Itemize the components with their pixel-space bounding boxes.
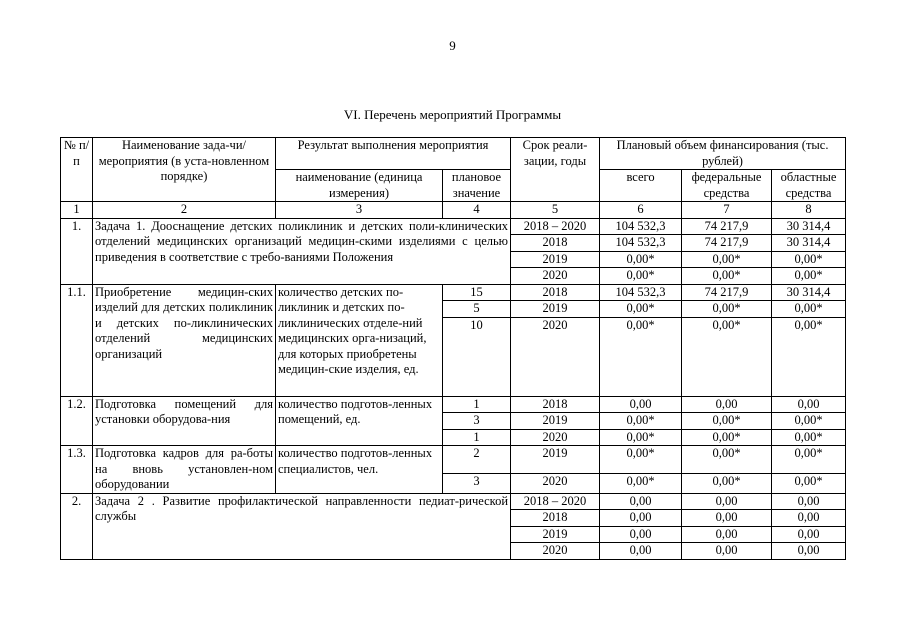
column-number: 7	[682, 202, 772, 219]
federal-cell: 74 217,9	[682, 284, 772, 301]
regional-cell: 0,00	[772, 526, 846, 543]
term-cell: 2018	[511, 284, 600, 301]
plan-value-cell: 3	[443, 474, 511, 494]
plan-value-cell: 1	[443, 429, 511, 446]
measure-1-3-name: Подготовка кадров для ра-боты на вновь установлен-ном оборудовании	[93, 446, 276, 494]
term-cell: 2019	[511, 251, 600, 268]
column-number: 8	[772, 202, 846, 219]
table-row	[61, 218, 846, 235]
term-cell: 2020	[511, 543, 600, 560]
regional-cell: 0,00*	[772, 446, 846, 474]
total-cell: 0,00*	[600, 429, 682, 446]
federal-cell: 74 217,9	[682, 235, 772, 252]
federal-cell: 74 217,9	[682, 218, 772, 235]
plan-value-cell: 1	[443, 396, 511, 413]
regional-cell: 0,00	[772, 510, 846, 527]
table-row	[61, 396, 846, 413]
measure-1-2-name: Подготовка помещений для установки оборудова-ния	[93, 396, 276, 446]
federal-cell: 0,00*	[682, 474, 772, 494]
header-finance: Плановый объем финансирования (тыс. рублей)	[600, 138, 846, 170]
total-cell: 0,00*	[600, 317, 682, 396]
term-cell: 2018	[511, 235, 600, 252]
federal-cell: 0,00*	[682, 268, 772, 285]
total-cell: 0,00*	[600, 446, 682, 474]
regional-cell: 0,00*	[772, 301, 846, 318]
term-cell: 2018 – 2020	[511, 493, 600, 510]
regional-cell: 30 314,4	[772, 235, 846, 252]
column-numbers-row	[61, 202, 846, 219]
plan-value-cell: 10	[443, 317, 511, 396]
column-number: 3	[276, 202, 443, 219]
term-cell: 2020	[511, 474, 600, 494]
task1-name: Задача 1. Дооснащение детских поликлиник и детских поли-клинических отделений медицинских организаций медицин-скими изделиями с целью приведения в соответствие с требо-ваниями Положения	[93, 218, 511, 284]
measure-1-1-result: количество детских по-ликлиник и детских по-ликлинических отделе-ний медицинских орга-низаций, для которых приобретены медицин-ские изделия, ед.	[276, 284, 443, 396]
header-term: Срок реали-зации, годы	[511, 138, 600, 202]
task2-number: 2.	[61, 493, 93, 559]
regional-cell: 0,00*	[772, 251, 846, 268]
total-cell: 0,00	[600, 526, 682, 543]
federal-cell: 0,00	[682, 493, 772, 510]
table-row	[61, 284, 846, 301]
federal-cell: 0,00*	[682, 317, 772, 396]
table-row	[61, 446, 846, 474]
total-cell: 0,00*	[600, 413, 682, 430]
term-cell: 2020	[511, 268, 600, 285]
regional-cell: 0,00*	[772, 268, 846, 285]
column-number: 2	[93, 202, 276, 219]
task1-number: 1.	[61, 218, 93, 284]
regional-cell: 0,00*	[772, 429, 846, 446]
federal-cell: 0,00	[682, 396, 772, 413]
measure-1-2-result: количество подготов-ленных помещений, ед.	[276, 396, 443, 446]
federal-cell: 0,00*	[682, 251, 772, 268]
column-number: 6	[600, 202, 682, 219]
term-cell: 2019	[511, 526, 600, 543]
total-cell: 0,00	[600, 396, 682, 413]
term-cell: 2020	[511, 317, 600, 396]
regional-cell: 0,00	[772, 493, 846, 510]
measure-1-1-name: Приобретение медицин-ских изделий для детских поликлиник и детских по-ликлинических отделений медицинских организаций	[93, 284, 276, 396]
total-cell: 0,00*	[600, 251, 682, 268]
term-cell: 2019	[511, 413, 600, 430]
header-result: Результат выполнения мероприятия	[276, 138, 511, 170]
regional-cell: 30 314,4	[772, 284, 846, 301]
total-cell: 104 532,3	[600, 284, 682, 301]
federal-cell: 0,00	[682, 526, 772, 543]
federal-cell: 0,00*	[682, 413, 772, 430]
header-result-plan: плановое значение	[443, 170, 511, 202]
total-cell: 0,00	[600, 493, 682, 510]
column-number: 5	[511, 202, 600, 219]
header-total: всего	[600, 170, 682, 202]
page-number: 9	[449, 38, 456, 53]
measure-1-2-number: 1.2.	[61, 396, 93, 446]
total-cell: 104 532,3	[600, 235, 682, 252]
header-result-name: наименование (единица измерения)	[276, 170, 443, 202]
program-table	[60, 137, 846, 560]
measure-1-3-number: 1.3.	[61, 446, 93, 494]
total-cell: 0,00	[600, 543, 682, 560]
header-no: № п/п	[61, 138, 93, 202]
term-cell: 2019	[511, 301, 600, 318]
federal-cell: 0,00	[682, 510, 772, 527]
total-cell: 0,00	[600, 510, 682, 527]
term-cell: 2018	[511, 396, 600, 413]
plan-value-cell: 5	[443, 301, 511, 318]
column-number: 1	[61, 202, 93, 219]
table-row	[61, 493, 846, 510]
plan-value-cell: 3	[443, 413, 511, 430]
total-cell: 104 532,3	[600, 218, 682, 235]
term-cell: 2019	[511, 446, 600, 474]
task2-name: Задача 2 . Развитие профилактической направленности педиат-рической службы	[93, 493, 511, 559]
term-cell: 2020	[511, 429, 600, 446]
measure-1-1-number: 1.1.	[61, 284, 93, 396]
term-cell: 2018 – 2020	[511, 218, 600, 235]
measure-1-3-result: количество подготов-ленных специалистов, чел.	[276, 446, 443, 494]
federal-cell: 0,00*	[682, 301, 772, 318]
federal-cell: 0,00	[682, 543, 772, 560]
regional-cell: 0,00*	[772, 413, 846, 430]
header-regional: областные средства	[772, 170, 846, 202]
column-number: 4	[443, 202, 511, 219]
header-federal: федеральные средства	[682, 170, 772, 202]
total-cell: 0,00*	[600, 301, 682, 318]
header-name: Наименование зада-чи/мероприятия (в уста-новленном порядке)	[93, 138, 276, 202]
federal-cell: 0,00*	[682, 429, 772, 446]
federal-cell: 0,00*	[682, 446, 772, 474]
regional-cell: 0,00*	[772, 474, 846, 494]
term-cell: 2018	[511, 510, 600, 527]
plan-value-cell: 2	[443, 446, 511, 474]
header-row	[61, 138, 846, 170]
total-cell: 0,00*	[600, 268, 682, 285]
regional-cell: 0,00*	[772, 317, 846, 396]
regional-cell: 0,00	[772, 396, 846, 413]
document-title: VI. Перечень мероприятий Программы	[343, 107, 562, 122]
plan-value-cell: 15	[443, 284, 511, 301]
total-cell: 0,00*	[600, 474, 682, 494]
regional-cell: 0,00	[772, 543, 846, 560]
regional-cell: 30 314,4	[772, 218, 846, 235]
